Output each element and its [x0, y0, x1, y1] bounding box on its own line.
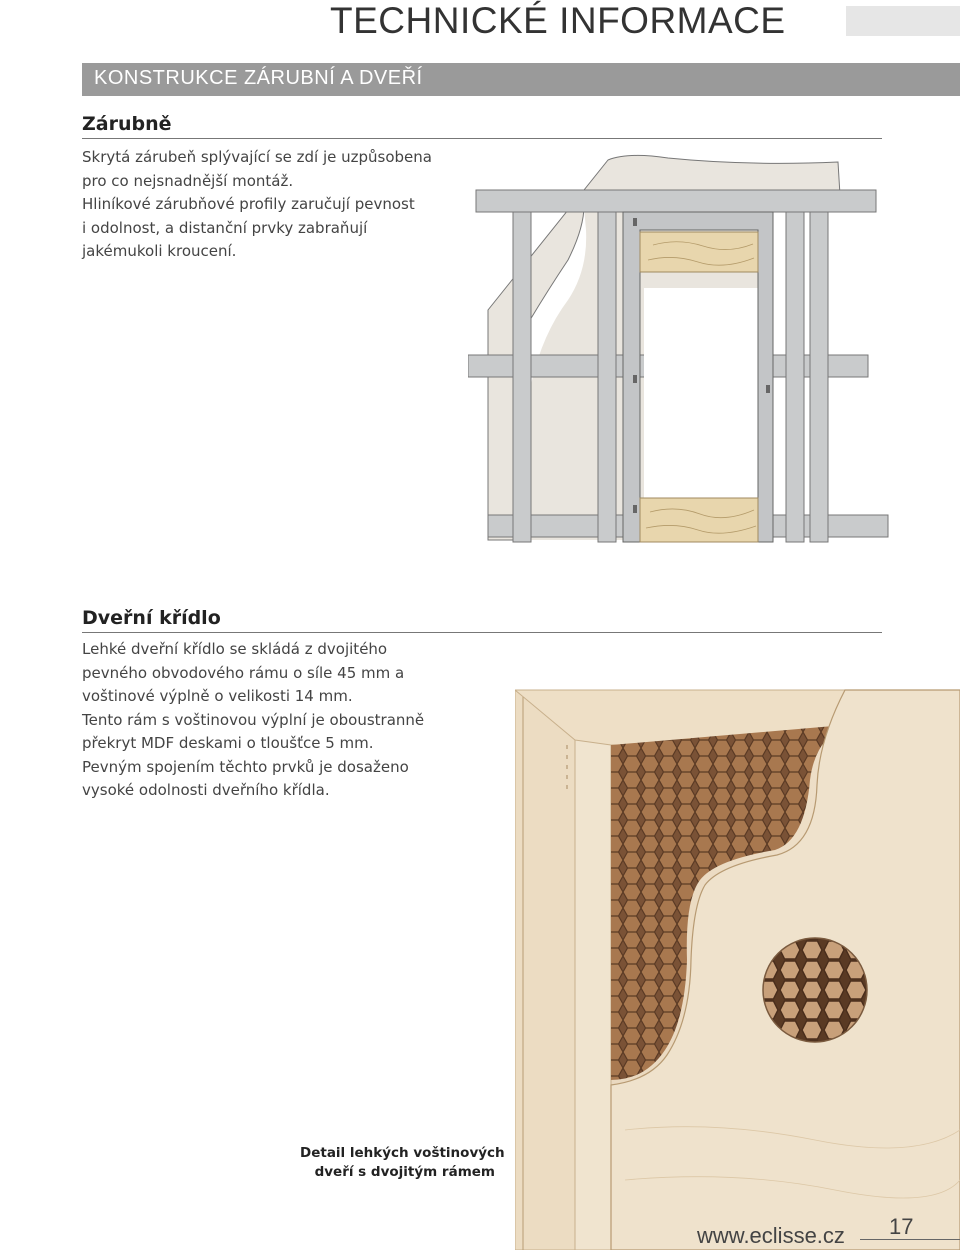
- frames-text-line: Skrytá zárubeň splývající se zdí je uzpůsobena: [82, 148, 432, 166]
- frames-text-line: jakémukoli kroucení.: [82, 242, 237, 260]
- caption-line: Detail lehkých voštinových: [300, 1145, 505, 1161]
- door-leaf-heading: Dveřní křídlo: [82, 607, 221, 629]
- door-opening: [644, 288, 760, 498]
- frames-text: [82, 146, 432, 264]
- frames-text-line: i odolnost, a distanční prvky zabraňují: [82, 218, 368, 237]
- honeycomb-detail-circle: [763, 938, 867, 1042]
- door-leaf-text-line: pevného obvodového rámu o síle 45 mm a: [82, 663, 405, 682]
- honeycomb-door-photo: [515, 660, 960, 1250]
- bottom-wood-spacer: [640, 498, 758, 542]
- footer-website-link[interactable]: www.eclisse.cz: [697, 1223, 845, 1248]
- door-leaf-text: [82, 638, 424, 803]
- door-leaf-text-line: překryt MDF deskami o tloušťce 5 mm.: [82, 734, 374, 752]
- page-number: 17: [889, 1214, 914, 1239]
- door-leaf-heading-rule: [82, 632, 882, 633]
- top-rail: [476, 190, 876, 212]
- photo-caption: [300, 1144, 505, 1182]
- caption-line: dveří s dvojitým rámem: [314, 1164, 495, 1180]
- section-title: KONSTRUKCE ZÁRUBNÍ A DVEŘÍ: [94, 67, 423, 89]
- frames-text-line: pro co nejsnadnější montáž.: [82, 171, 294, 190]
- door-frame-illustration: [468, 150, 960, 550]
- section-band: [82, 63, 960, 96]
- inner-frame-strip: [575, 740, 611, 1250]
- stud: [598, 212, 616, 542]
- stud: [513, 212, 531, 542]
- frames-heading: Zárubně: [82, 113, 172, 135]
- top-wood-spacer: [640, 232, 758, 272]
- door-leaf-text-line: voštinové výplně o velikosti 14 mm.: [82, 687, 353, 705]
- door-leaf-text-line: Tento rám s voštinovou výplní je oboustranně: [82, 710, 425, 729]
- footer-divider: [860, 1239, 960, 1240]
- stud: [786, 212, 804, 542]
- stud: [810, 212, 828, 542]
- page-title: TECHNICKÉ INFORMACE: [330, 0, 786, 41]
- frames-heading-rule: [82, 138, 882, 139]
- title-decor-box: [846, 6, 960, 36]
- frames-text-line: Hliníkové zárubňové profily zaručují pevnost: [82, 195, 415, 213]
- outer-frame-edge: [515, 690, 575, 1250]
- door-leaf-text-line: vysoké odolnosti dveřního křídla.: [82, 781, 330, 799]
- door-leaf-text-line: Pevným spojením těchto prvků je dosaženo: [82, 757, 409, 776]
- door-leaf-text-line: Lehké dveřní křídlo se skládá z dvojitého: [82, 640, 388, 658]
